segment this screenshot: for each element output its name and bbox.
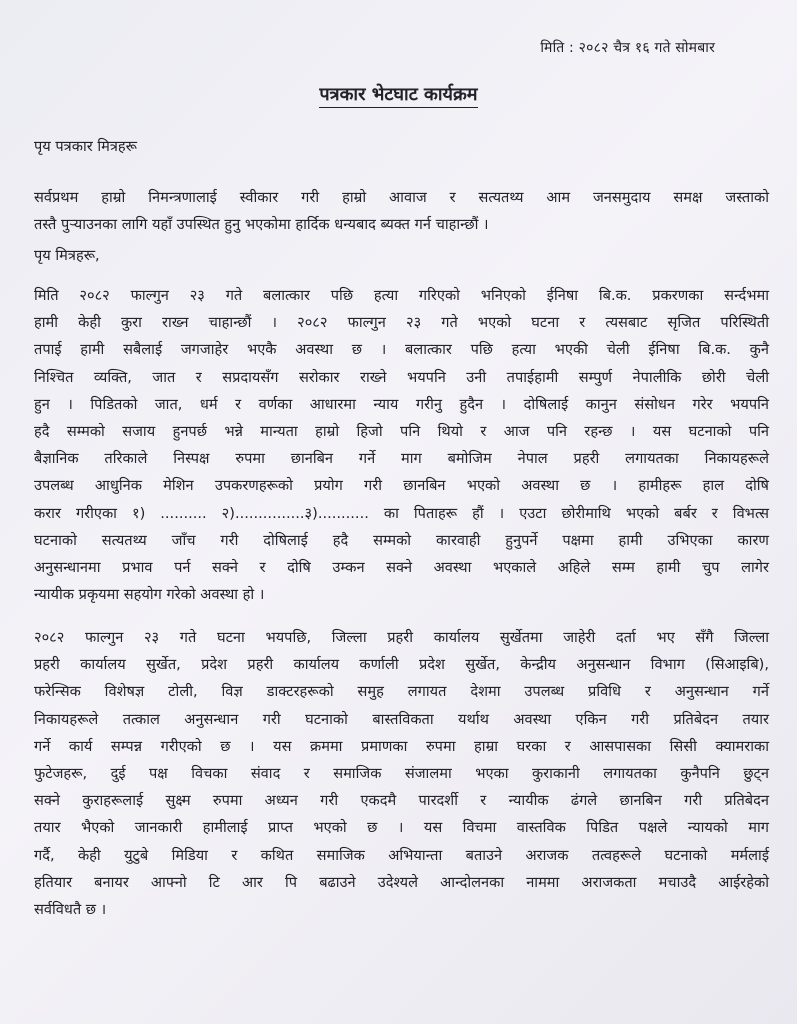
paragraph-line: तयार भैएको जानकारी हामीलाई प्राप्त भएको छ । यस विचमा वास्तविक पिडित पक्षले न्यायको माग [34, 819, 769, 837]
paragraph-line: न्यायीक प्रकृयमा सहयोग गरेको अवस्था हो । [34, 586, 265, 604]
paragraph-line: निकायहरूले तत्काल अनुसन्धान गरी घटनाको बास्तविकता यर्थाथ अवस्था एकिन गरी प्रतिबेदन तयार [34, 710, 769, 728]
paragraph-line: फरेन्सिक विशेषज्ञ टोली, विज्ञ डाक्टरहरूको समुह लगायत देशमा उपलब्ध प्रविधि र अनुसन्धान गर्ने [34, 683, 769, 701]
paragraph-line: तस्तै पुऱ्याउनका लागि यहाँ उपस्थित हुनु भएकोमा हार्दिक धन्यबाद ब्यक्त गर्न चाहान्छौं । [34, 216, 489, 234]
paragraph-line: बैज्ञानिक तरिकाले निस्पक्ष रुपमा छानबिन गर्ने माग बमोजिम नेपाल प्रहरी लगायतका निकायहरूले [34, 450, 769, 468]
paragraph-line: उपलब्ध आधुनिक मेशिन उपकरणहरूको प्रयोग गरी छानबिन भएको अवस्था छ । हामीहरू हाल दोषि [34, 477, 769, 495]
paragraph-line: हामी केही कुरा राख्न चाहान्छौं । २०८२ फाल्गुन २३ गते भएको घटना र त्यसबाट सृजित परिस्थिती [34, 314, 769, 332]
paragraph-investigation [34, 624, 769, 923]
document-title-wrap [0, 82, 797, 106]
paragraph-line: हदै सम्मको सजाय हुनपर्छ भन्ने मान्यता हाम्रो हिजो पनि थियो र आज पनि रहन्छ । यस घटनाको पनि [34, 423, 769, 441]
paragraph-line: अनुसन्धानमा प्रभाव पर्न सक्ने र दोषि उम्कन सक्ने अवस्था भएकाले अहिले सम्म हामी चुप लागेर [34, 559, 769, 577]
paragraph-line: सर्वप्रथम हाम्रो निमन्त्रणालाई स्वीकार गरी हाम्रो आवाज र सत्यतथ्य आम जनसमुदाय समक्ष जस्ताको [34, 189, 769, 206]
paragraph-incident [34, 282, 769, 608]
paragraph-line: २०८२ फाल्गुन २३ गते घटना भयपछि, जिल्ला प्रहरी कार्यालय सुर्खेतमा जाहेरी दर्ता भए सँगै जिल्ला [34, 629, 769, 646]
document-title: पत्रकार भेटघाट कार्यक्रम [319, 84, 477, 108]
paragraph-line: घटनाको सत्यतथ्य जाँच गरी दोषिलाई हदै सम्मको कारवाही हुनुपर्ने पक्षमा हामी उभिएका कारण [34, 531, 769, 549]
paragraph-line: हुन । पिडितको जात, धर्म र वर्णका आधारमा न्याय गरीनु हुदैन । दोषिलाई कानुन संसोधन गरेर भयपनि [34, 395, 769, 413]
paragraph-line: करार गरीएका १) .......... २)...............३)........... का पिताहरू हौं । एउटा छोरीमाथि भएको बर्बर र विभत्स [34, 504, 769, 522]
paragraph-line: सर्वविधतै छ । [34, 901, 107, 919]
salutation-friends: पृय मित्रहरू, [34, 247, 100, 264]
paragraph-line: तपाई हामी सबैलाई जगजाहेर भएकै अवस्था छ । बलात्कार पछि हत्या भएकी चेली ईनिषा बि.क. कुनै [34, 341, 769, 359]
paragraph-line: सक्ने कुराहरूलाई सुक्ष्म रुपमा अध्यन गरी एकदमै पारदर्शी र न्यायीक ढंगले छानबिन गरी प्रतिबेदन [34, 792, 769, 810]
paragraph-line: मिति २०८२ फाल्गुन २३ गते बलात्कार पछि हत्या गरिएको भनिएको ईनिषा बि.क. प्रकरणका सर्न्दभमा [34, 287, 769, 304]
paragraph-line: गर्ने कार्य सम्पन्न गरीएको छ । यस क्रममा प्रमाणका रुपमा हाम्रा घरका र आसपासका सिसी क्यामराका [34, 737, 769, 755]
paragraph-line: फुटेजहरू, दुई पक्ष विचका संवाद र समाजिक संजालमा भएका कुराकानी लगायतका कुनैपनि छुट्न [34, 765, 769, 783]
paragraph-line: हतियार बनायर आफ्नो टि आर पि बढाउने उदेश्यले आन्दोलनका नाममा अराजकता मचाउदै आईरहेको [34, 873, 769, 891]
date-line: मिति : २०८२ चैत्र १६ गते सोमबार [540, 40, 715, 56]
paragraph-line: प्रहरी कार्यालय सुर्खेत, प्रदेश प्रहरी कार्यालय कर्णाली प्रदेश सुर्खेत, केन्द्रीय अनुसन्धान विभाग (सिआइबि), [34, 656, 769, 674]
paragraph-line: निश्चित व्यक्ति, जात र सप्रदायसँग सरोकार राख्ने भयपनि उनी तपाईहामी सम्पुर्ण नेपालीकि छोरी चेली [34, 368, 769, 386]
paragraph-gratitude [34, 184, 769, 238]
paragraph-line: गर्दै, केही युटुबे मिडिया र कथित समाजिक अभियान्ता बताउने अराजक तत्वहरूले घटनाको मर्मलाई [34, 846, 769, 864]
salutation-journalists: पृय पत्रकार मित्रहरू [34, 138, 137, 155]
